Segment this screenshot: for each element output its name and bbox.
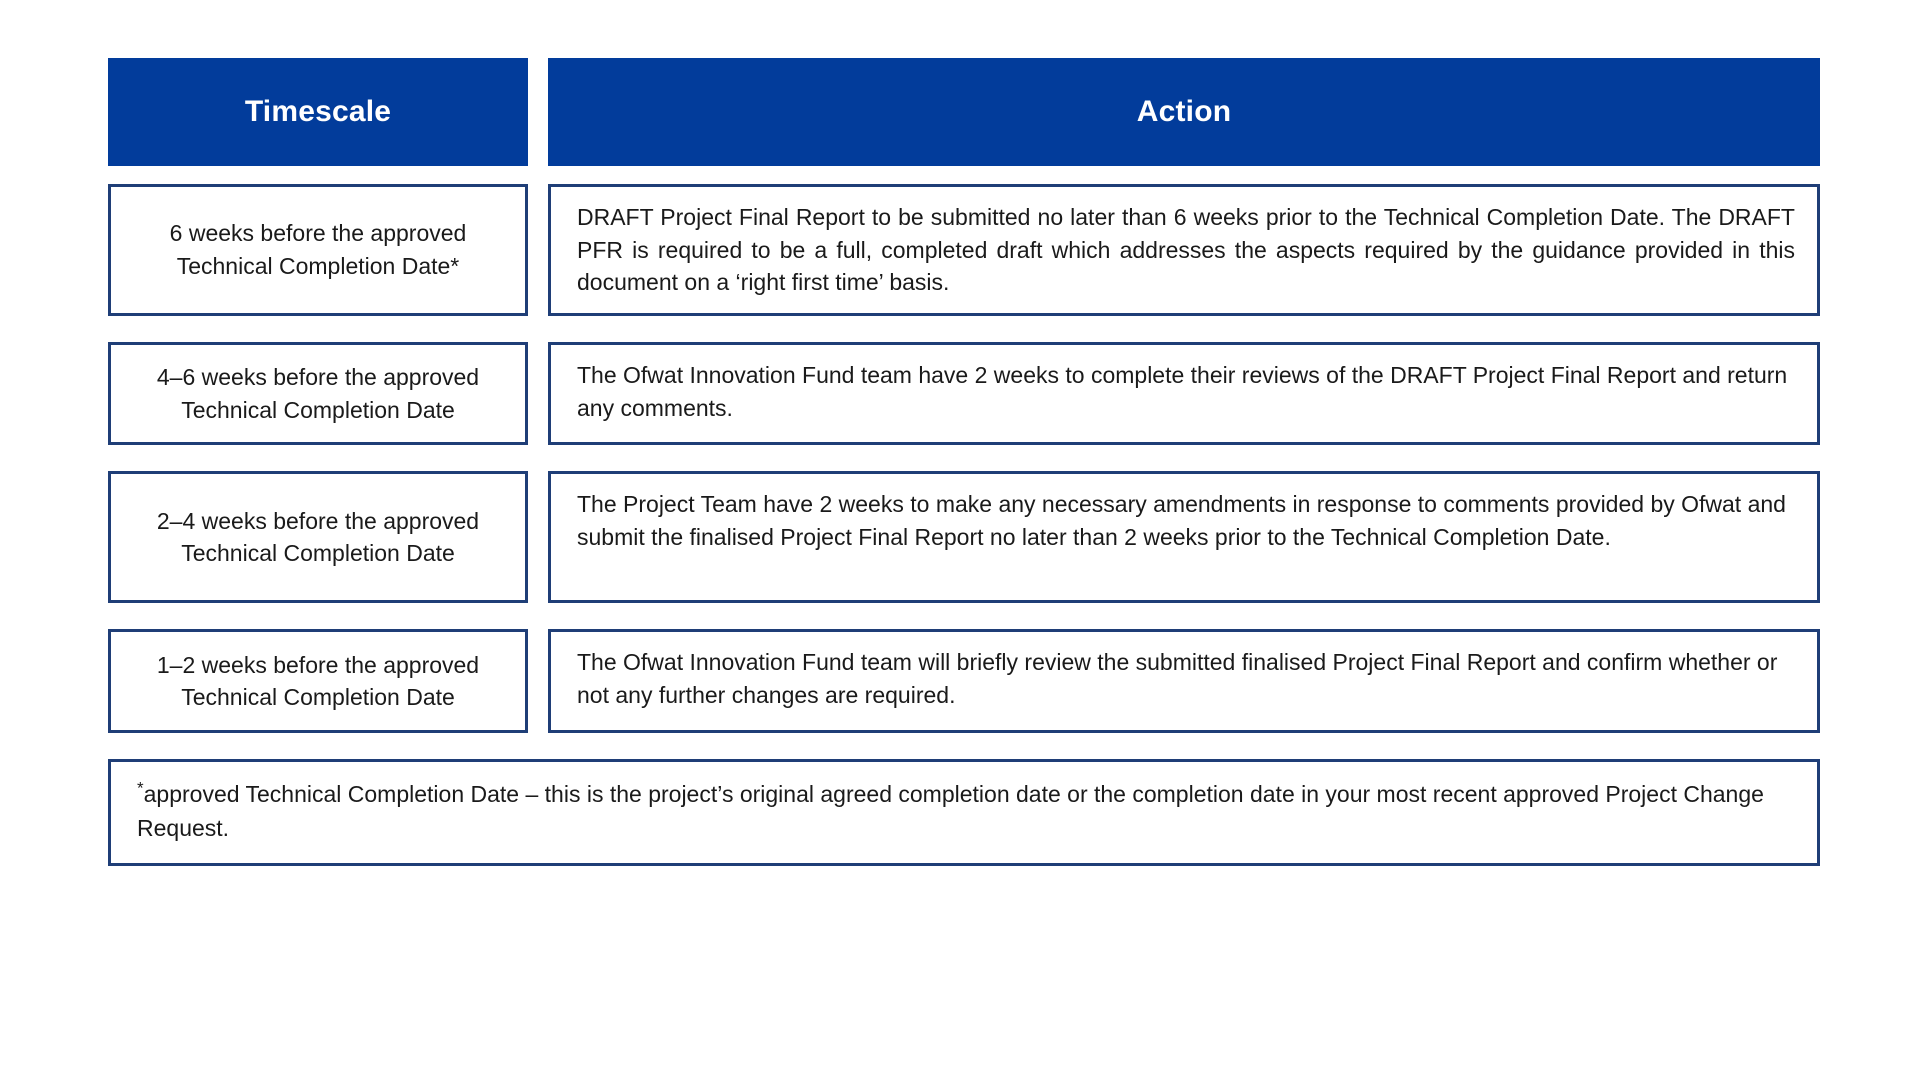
column-header-timescale: Timescale [108, 58, 528, 166]
timescale-action-table [108, 58, 1820, 866]
timescale-cell [108, 184, 528, 316]
action-text: DRAFT Project Final Report to be submitted no later than 6 weeks prior to the Technical Completion Date. The DRAFT PFR is required to be a full, completed draft which addresses the aspects required by the guidance provided in this document on a ‘right first time’ basis. [577, 204, 1795, 296]
timescale-text: 6 weeks before the approved Technical Completion Date* [169, 220, 467, 279]
table-row [108, 629, 1820, 733]
timescale-cell [108, 342, 528, 445]
table-row [108, 471, 1820, 603]
action-text: The Project Team have 2 weeks to make any necessary amendments in response to comments provided by Ofwat and submit the finalised Project Final Report no later than 2 weeks prior to the Technical Completion Date. [577, 491, 1786, 550]
timescale-text: 4–6 weeks before the approved Technical Completion Date [156, 363, 480, 423]
footnote-row [108, 759, 1820, 866]
footnote-text-wrapper [137, 778, 1795, 845]
asterisk-marker: * [137, 778, 144, 798]
action-cell [548, 471, 1820, 603]
action-cell [548, 629, 1820, 733]
timescale-cell [108, 629, 528, 733]
action-cell [548, 342, 1820, 445]
timescale-cell [108, 471, 528, 603]
footnote-cell [108, 759, 1820, 866]
action-cell [548, 184, 1820, 316]
action-text: The Ofwat Innovation Fund team will briefly review the submitted finalised Project Final Report and confirm whether or not any further changes are required. [577, 649, 1778, 708]
action-text: The Ofwat Innovation Fund team have 2 weeks to complete their reviews of the DRAFT Project Final Report and return any comments. [577, 361, 1788, 421]
table-header-row [108, 58, 1820, 166]
timescale-text: 2–4 weeks before the approved Technical Completion Date [156, 507, 480, 567]
table-row [108, 184, 1820, 316]
column-header-action: Action [548, 58, 1820, 166]
footnote-text: approved Technical Completion Date – this is the project’s original agreed completion date or the completion date in your most recent approved Project Change Request. [137, 781, 1764, 841]
table-row [108, 342, 1820, 445]
timescale-text: 1–2 weeks before the approved Technical Completion Date [156, 651, 480, 711]
